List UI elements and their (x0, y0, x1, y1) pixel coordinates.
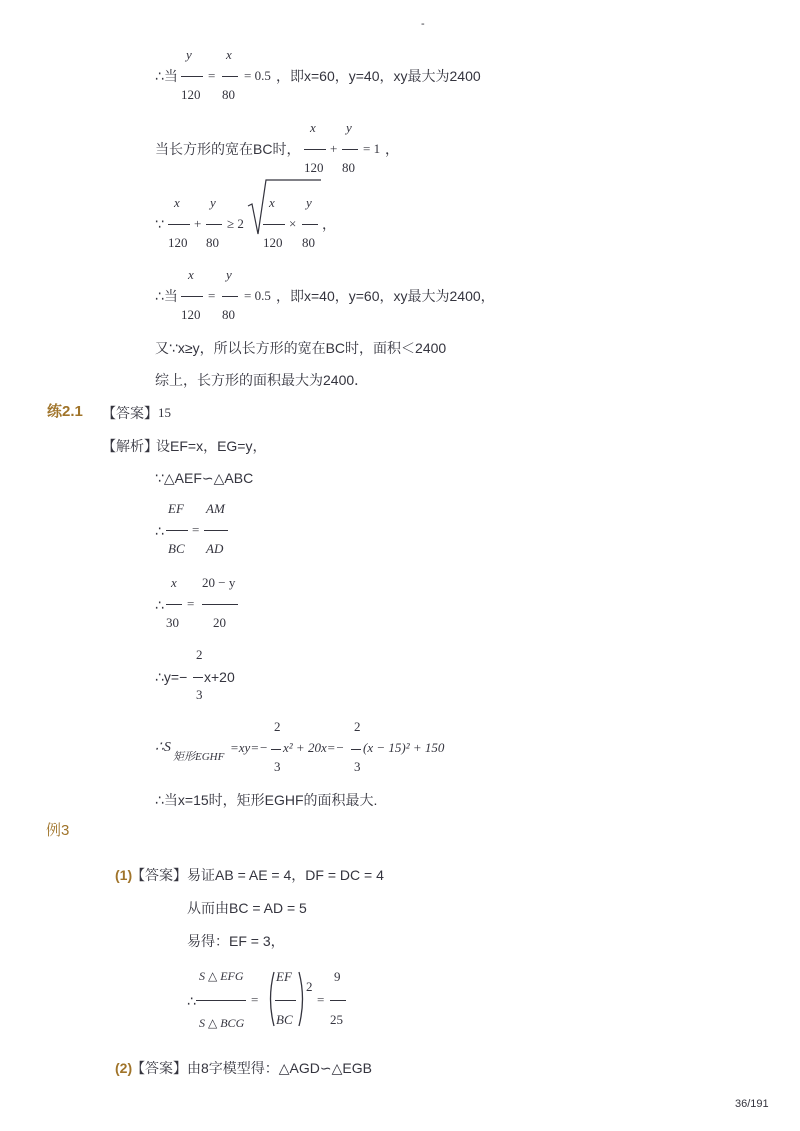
example-label: 例3 (46, 822, 70, 839)
numerator: y (346, 120, 352, 135)
denominator: 120 (181, 87, 201, 102)
prefix: ∴y=− (155, 669, 188, 685)
numerator: x (188, 267, 194, 282)
numerator: x (310, 120, 316, 135)
fraction-bar (181, 296, 203, 297)
denominator: 120 (168, 235, 188, 250)
answer-text: 由8字模型得：△AGD∽△EGB (187, 1060, 372, 1076)
step-line: 从而由BC = AD = 5 (187, 900, 307, 916)
text-tail: ，即x=60，y=40，xy最大为2400 (276, 68, 481, 84)
fraction-bar (271, 749, 281, 750)
plus-sign: + (194, 216, 202, 231)
exponent: 2 (306, 979, 313, 994)
text-tail: ， (385, 141, 399, 157)
denominator: 80 (222, 307, 235, 322)
denominator: 80 (222, 87, 235, 102)
answer-value: 15 (158, 405, 171, 420)
equals-sign: = (192, 522, 200, 537)
result-denominator: 25 (330, 1012, 343, 1027)
tail: (x − 15)² + 150 (363, 740, 445, 755)
fraction-bar (196, 1000, 246, 1001)
fraction-bar (263, 224, 285, 225)
answer-text: 易证AB = AE = 4，DF = DC = 4 (187, 867, 384, 883)
exercise-label: 练2.1 (47, 403, 83, 420)
similarity-line: ∵△AEF∽△ABC (155, 470, 254, 486)
result-numerator: 9 (334, 969, 341, 984)
denominator: 120 (263, 235, 283, 250)
block1-line6: 综上，长方形的面积最大为2400． (155, 372, 369, 388)
subscript: 矩形EGHF (173, 751, 225, 763)
denominator: AD (206, 541, 224, 556)
denominator: 120 (304, 160, 324, 175)
equals-sign: = (187, 596, 195, 611)
inner-numerator: EF (276, 969, 292, 984)
header-mark: - (421, 18, 425, 30)
inner-denominator: BC (276, 1012, 293, 1027)
denominator: 80 (206, 235, 219, 250)
fraction-bar (351, 749, 361, 750)
denominator: 30 (166, 615, 179, 630)
left-paren-icon (266, 970, 276, 1028)
fraction-bar (302, 224, 318, 225)
fraction-bar (166, 604, 182, 605)
numerator: y (186, 47, 192, 62)
fraction-bar (342, 149, 358, 150)
math-tail: = 0.5 (244, 288, 271, 303)
math-tail: = 0.5 (244, 68, 271, 83)
fraction-bar (222, 296, 238, 297)
numerator: 2 (196, 647, 203, 662)
fraction-bar (204, 530, 228, 531)
denominator: 120 (181, 307, 201, 322)
numerator: x (226, 47, 232, 62)
prefix: ∴ (187, 993, 196, 1009)
fraction-bar (166, 530, 188, 531)
part-label: (1) (115, 867, 133, 883)
prefix: ∴ (155, 597, 164, 613)
page-number: 36/191 (735, 1098, 769, 1110)
equals-sign: = (208, 68, 216, 83)
equals-sign: = (317, 992, 325, 1007)
fraction-bar (222, 76, 238, 77)
fraction-bar (206, 224, 222, 225)
fraction-bar (168, 224, 190, 225)
denominator: 3 (196, 687, 203, 702)
step-line: 易得：EF = 3， (187, 933, 285, 949)
numerator: S △ EFG (199, 969, 244, 983)
numerator: 20 − y (202, 575, 236, 590)
denominator: S △ BCG (199, 1016, 245, 1030)
fraction-bar (202, 604, 238, 605)
prefix: ∴当 (155, 68, 178, 84)
numerator: x (171, 575, 177, 590)
numerator: x (269, 195, 275, 210)
analysis-text: 设EF=x，EG=y， (156, 438, 267, 454)
denominator: 3 (274, 759, 281, 774)
fraction-bar (304, 149, 326, 150)
denominator: 3 (354, 759, 361, 774)
block1-line5: 又∵x≥y，所以长方形的宽在BC时，面积＜2400 (155, 340, 447, 356)
numerator: x (174, 195, 180, 210)
equals-sign: = (251, 992, 259, 1007)
prefix: ∵ (155, 216, 164, 232)
math-tail: = 1 (363, 141, 381, 156)
fraction-bar (275, 1000, 296, 1001)
part-label: (2) (115, 1060, 133, 1076)
numerator: 2 (354, 719, 361, 734)
text-tail: ，即x=40，y=60，xy最大为2400， (276, 288, 495, 304)
denominator: 80 (342, 160, 355, 175)
fraction-bar (330, 1000, 346, 1001)
answer-tag: 【答案】 (131, 1060, 187, 1076)
text: 当长方形的宽在BC时， (155, 141, 301, 157)
answer-tag: 【答案】 (102, 405, 158, 421)
numerator: 2 (274, 719, 281, 734)
numerator: EF (168, 501, 184, 516)
denominator: 80 (302, 235, 315, 250)
numerator: y (226, 267, 232, 282)
plus-sign: + (330, 141, 338, 156)
prefix: ∴S (155, 740, 171, 755)
conclusion: ∴当x=15时，矩形EGHF的面积最大. (155, 792, 378, 808)
prefix: ∴ (155, 523, 164, 539)
times-sign: × (289, 216, 297, 231)
analysis-tag: 【解析】 (102, 438, 158, 454)
denominator: 20 (213, 615, 226, 630)
equals-sign: = (208, 288, 216, 303)
fraction-bar (181, 76, 203, 77)
text-tail: ， (322, 216, 336, 232)
answer-tag: 【答案】 (131, 867, 187, 883)
numerator: AM (206, 501, 225, 516)
fraction-bar (193, 677, 203, 678)
denominator: BC (168, 541, 185, 556)
numerator: y (306, 195, 312, 210)
expr-middle: x² + 20x=− (283, 740, 345, 755)
prefix: ∴当 (155, 288, 178, 304)
expr-middle: =xy=− (230, 740, 268, 755)
numerator: y (210, 195, 216, 210)
tail: x+20 (204, 669, 235, 685)
ge-sign: ≥ 2 (227, 216, 244, 231)
